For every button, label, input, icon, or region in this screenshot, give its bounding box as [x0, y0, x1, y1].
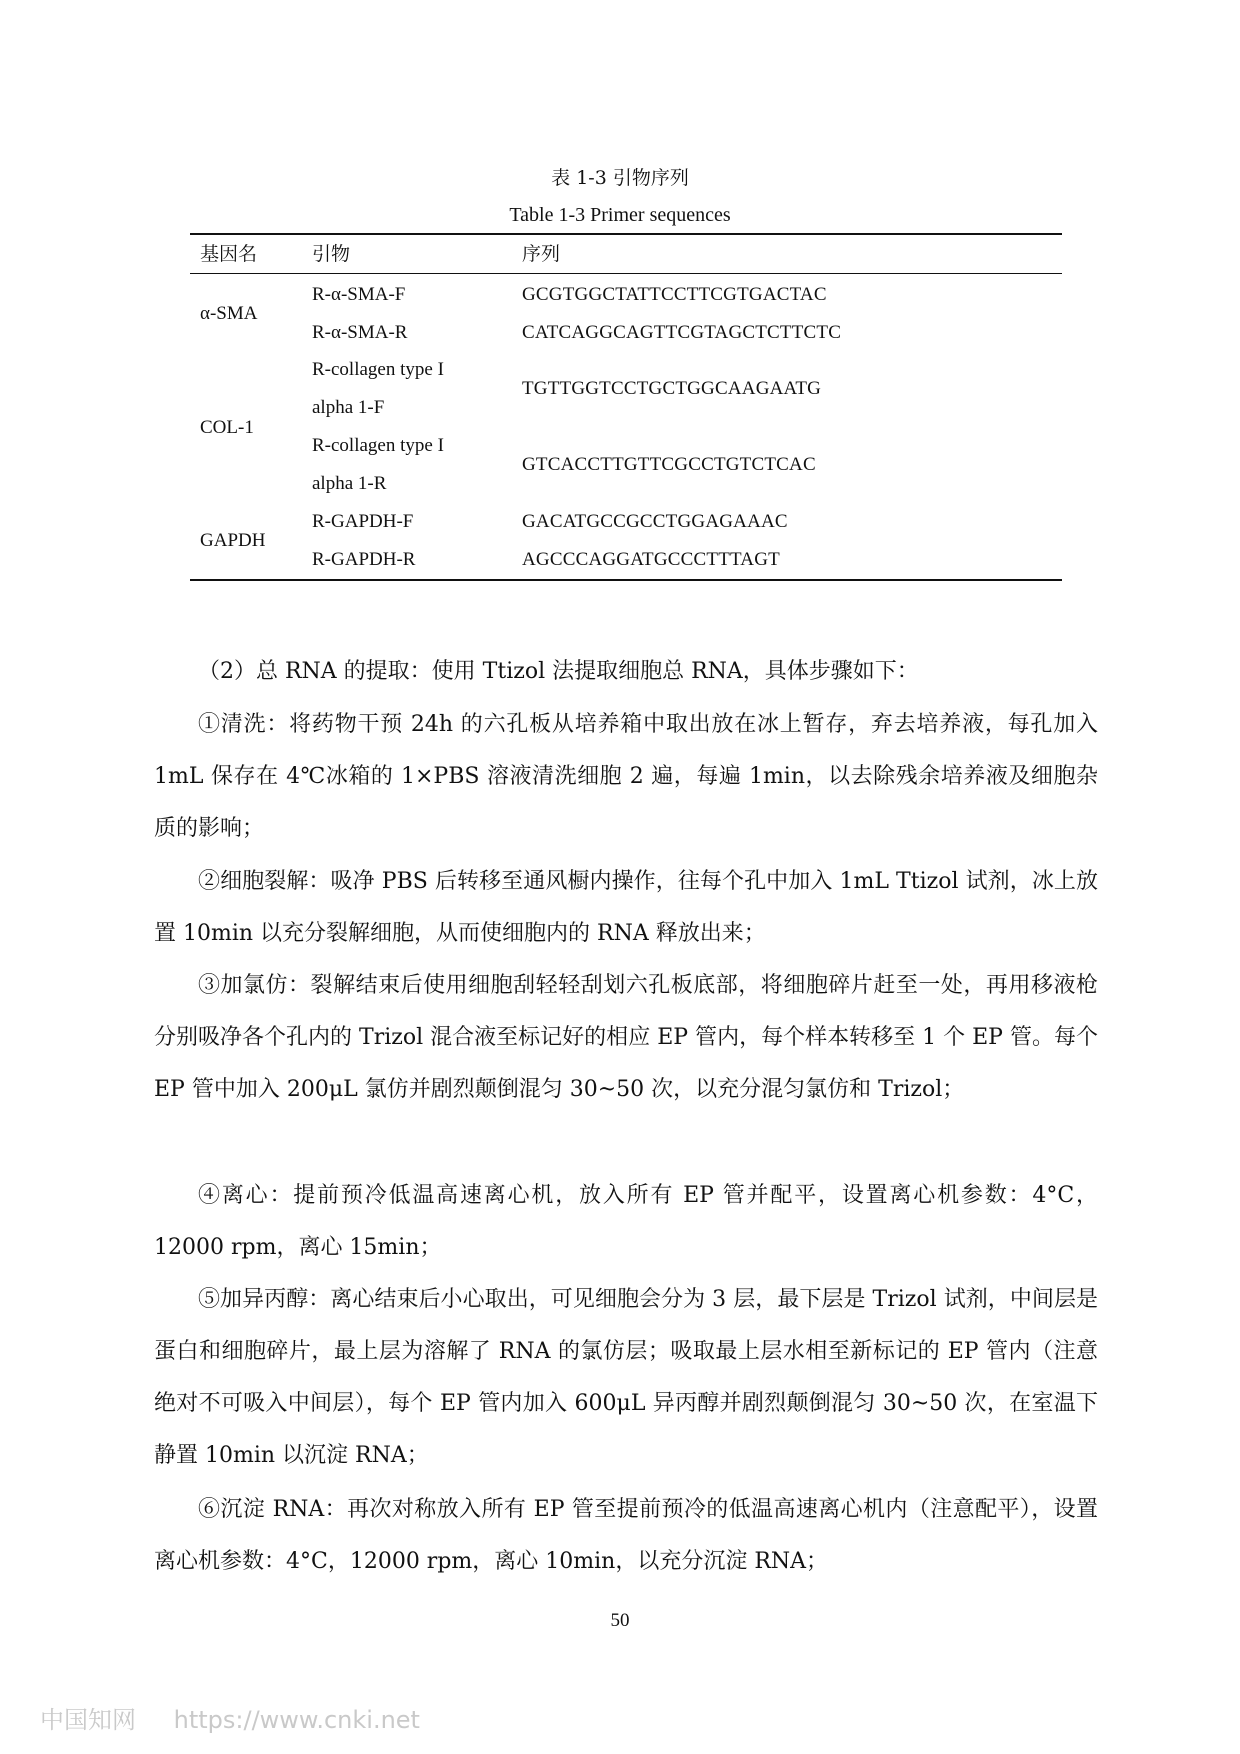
page-number: 50 [610, 1610, 630, 1631]
sequence-cell: GACATGCCGCCTGGAGAAAC [522, 511, 788, 532]
primer-cell: R-collagen type I [312, 435, 444, 456]
sequence-cell: AGCCCAGGATGCCCTTTAGT [522, 549, 780, 570]
header-gene: 基因名 [200, 244, 258, 265]
table-top-rule [190, 233, 1062, 235]
watermark-url: https://www.cnki.net [173, 1706, 420, 1734]
gene-col1: COL-1 [200, 417, 254, 438]
table-header-rule [190, 273, 1062, 274]
sequence-cell: GCGTGGCTATTCCTTCGTGACTAC [522, 284, 827, 305]
paragraph: ①清洗：将药物干预 24h 的六孔板从培养箱中取出放在冰上暂存，弃去培养液，每孔加入 1mL 保存在 4℃冰箱的 1×PBS 溶液清洗细胞 2 遍，每遍 1min，以去除残余培养液及细胞杂质的影响； [154, 712, 1098, 841]
paragraph: ④离心：提前预冷低温高速离心机，放入所有 EP 管并配平，设置离心机参数：4°C，12000 rpm，离心 15min； [154, 1183, 1098, 1260]
watermark-site: 中国知网 [40, 1706, 136, 1734]
primer-cell: R-α-SMA-F [312, 284, 406, 305]
paragraph: ②细胞裂解：吸净 PBS 后转移至通风橱内操作，往每个孔中加入 1mL Ttizol 试剂，冰上放置 10min 以充分裂解细胞，从而使细胞内的 RNA 释放出来； [154, 869, 1098, 946]
paragraph: ③加氯仿：裂解结束后使用细胞刮轻轻刮划六孔板底部，将细胞碎片赶至一处，再用移液枪分别吸净各个孔内的 Trizol 混合液至标记好的相应 EP 管内，每个样本转移至 1 个 EP 管。每个 EP 管中加入 200μL 氯仿并剧烈颠倒混匀 30~50 次，以充分混匀氯仿和 Trizol； [154, 973, 1098, 1102]
table-caption-en: Table 1-3 Primer sequences [509, 204, 731, 226]
primer-cell: R-GAPDH-F [312, 511, 414, 532]
paragraph: ⑤加异丙醇：离心结束后小心取出，可见细胞会分为 3 层，最下层是 Trizol 试剂，中间层是蛋白和细胞碎片，最上层为溶解了 RNA 的氯仿层；吸取最上层水相至新标记的 EP 管内（注意绝对不可吸入中间层），每个 EP 管内加入 600μL 异丙醇并剧烈颠倒混匀 30~50 次，在室温下静置 10min 以沉淀 RNA； [154, 1287, 1098, 1468]
primer-cell: alpha 1-F [312, 397, 385, 418]
primer-cell: alpha 1-R [312, 473, 387, 494]
gene-gapdh: GAPDH [200, 530, 266, 551]
primer-cell: R-GAPDH-R [312, 549, 416, 570]
primer-cell: R-α-SMA-R [312, 322, 408, 343]
primer-cell: R-collagen type I [312, 359, 444, 380]
paragraph: （2）总 RNA 的提取：使用 Ttizol 法提取细胞总 RNA，具体步骤如下： [198, 659, 919, 684]
sequence-cell: GTCACCTTGTTCGCCTGTCTCAC [522, 454, 816, 475]
table-bottom-rule [190, 579, 1062, 581]
sequence-cell: TGTTGGTCCTGCTGGCAAGAATG [522, 378, 822, 399]
watermark [40, 1700, 450, 1735]
header-sequence: 序列 [522, 244, 561, 265]
table-caption-zh: 表 1-3 引物序列 [551, 167, 689, 189]
header-primer: 引物 [312, 244, 351, 265]
sequence-cell: CATCAGGCAGTTCGTAGCTCTTCTC [522, 322, 842, 343]
paragraph: ⑥沉淀 RNA：再次对称放入所有 EP 管至提前预冷的低温高速离心机内（注意配平），设置离心机参数：4°C，12000 rpm，离心 10min，以充分沉淀 RNA； [154, 1497, 1098, 1574]
gene-asma: α-SMA [200, 303, 258, 324]
